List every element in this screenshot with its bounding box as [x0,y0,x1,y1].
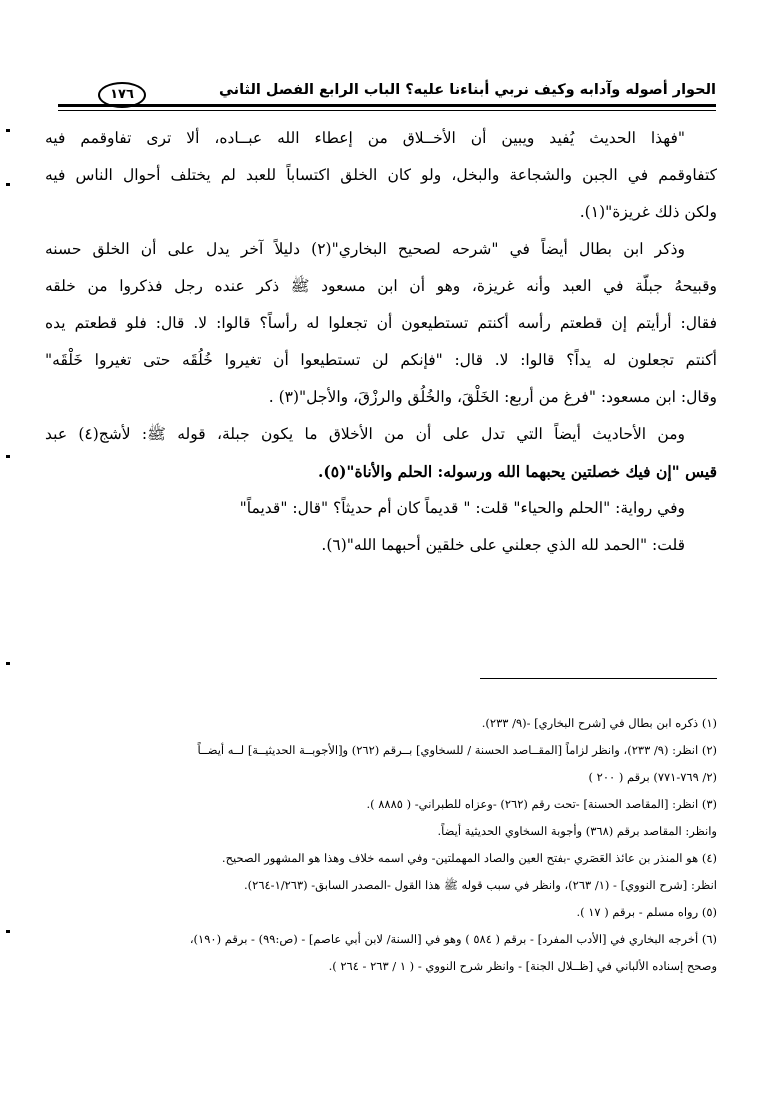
footnote-line: (٢) انظر: (٩/ ٢٣٣)، وانظر لزاماً [المقــاصد الحسنة / للسخاوي] بــرقم (٢٦٢) و[الأجوبــة الحديثيــة] لــه أيضــاً [197,743,717,757]
page-number: ١٧٦ [98,82,146,108]
footnote-line: انظر: [شرح النووي] - (١/ ٢٦٣)، وانظر في سبب قوله ﷺ هذا القول -المصدر السابق- (١/٢٦٣-٢٦٤). [243,878,717,892]
footnote-line: وصحح إسناده الألباني في [ظــلال الجنة] - وانظر شرح النووي - ( ١ / ٢٦٣ - ٢٦٤ ). [328,959,717,973]
paragraph-line: وذكر ابن بطال أيضاً في "شرحه لصحيح البخاري"(٢) دليلاً آخر يدل على أن الخلق حسنه [45,240,686,258]
paragraph-line: فقال: أرأيتم إن قطعتم رأسه أكنتم تستطيعون أن تجعلوا له رأساً؟ قالوا: لا. قال: فلو قطعتم يده [45,314,717,332]
paragraph-line: وقبيحهُ جبلّة في العبد وأنه غريزة، وهو أن ابن مسعود ﷺ ذكر عنده رجل فذكروا من خلقه [45,277,717,295]
header-rule-thick [58,104,716,107]
body-text [45,120,717,564]
footnote-line: (٦) أخرجه البخاري في [الأدب المفرد] - برقم ( ٥٨٤ ) وهو في [السنة/ لابن أبي عاصم] - (ص:٩٩) - برقم (١٩٠)، [189,932,717,946]
footnote-line: (٢/ ٧٦٩-٧٧١) برقم ( ٢٠٠ ) [588,770,717,784]
margin-mark [6,183,10,186]
footnotes [45,710,717,980]
running-header [58,80,716,116]
paragraph-line: ومن الأحاديث أيضاً التي تدل على أن من الأخلاق ما يكون جبلة، قوله ﷺ: لأشج(٤) عبد [45,425,685,443]
footnote-line: (٥) رواه مسلم - برقم ( ١٧ ). [576,905,717,919]
paragraph-line: أكنتم تجعلون له يداً؟ قالوا: لا. قال: "فإنكم لن تستطيعوا أن تغيروا خُلُقَه حتى تغيروا خَلْقَه" [45,351,717,369]
margin-mark [6,662,10,665]
footnote-separator [480,678,717,679]
margin-mark [6,455,10,458]
footnote-line: (٣) انظر: [المقاصد الحسنة] -تحت رقم (٢٦٢) -وعزاه للطبراني- ( ٨٨٨٥ ). [366,797,717,811]
paragraph-line: قلت: "الحمد لله الذي جعلني على خلقين أحبهما الله"(٦). [321,536,685,554]
footnote-line: (١) ذكره ابن بطال في [شرح البخاري] -(٩/ ٢٣٣). [481,716,717,730]
footnote-line: (٤) هو المنذر بن عائذ العَصَري -بفتح العين والصاد المهملتين- وفي اسمه خلاف وهذا هو المشهور الصحيح. [221,851,717,865]
paragraph-line: كتفاوقمم في الجبن والشجاعة والبخل، ولو كان الخلق اكتساباً للعبد لم يختلف أحوال الناس فيه [45,166,717,184]
paragraph-line: وقال: ابن مسعود: "فرغ من أربع: الخَلْقَ، والخُلُق والرزْقَ، والأجل"(٣) . [268,388,717,406]
paragraph-line: قيس "إن فيك خصلتين يحبهما الله ورسوله: الحلم والأناة"(٥). [318,462,717,481]
header-rule-thin [58,110,716,111]
footnote-line: وانظر: المقاصد برقم (٣٦٨) وأجوبة السخاوي الحديثية أيضاً. [437,824,717,838]
header-title: الحوار أصوله وآدابه وكيف نربي أبناءنا عليه؟ الباب الرابع الفصل الثاني [218,82,716,98]
paragraph-line: ولكن ذلك غريزة"(١). [579,203,717,221]
paragraph-line: "فهذا الحديث يُفيد ويبين أن الأخــلاق من إعطاء الله عبــاده، ألا ترى تفاوقمم فيه [45,129,685,147]
margin-mark [6,930,10,933]
paragraph-line: وفي رواية: "الحلم والحياء" قلت: " قديماً كان أم حديثاً؟ "قال: "قديماً" [239,499,685,517]
margin-mark [6,129,10,132]
